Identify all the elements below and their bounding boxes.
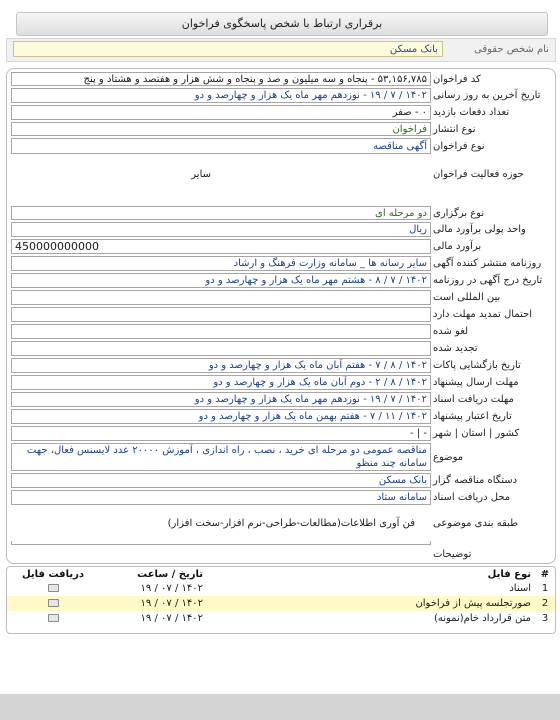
field-row-publish-type bbox=[7, 121, 555, 137]
file-download-cell bbox=[7, 581, 99, 596]
file-type: صورتجلسه پیش از فراخوان bbox=[207, 596, 535, 611]
field-label: بین المللی است bbox=[433, 292, 501, 303]
field-value: - | - bbox=[11, 426, 431, 441]
field-label: کشور | استان | شهر bbox=[433, 428, 520, 439]
field-value: فن آوری اطلاعات(مطالعات-طراحی-نرم افزار-سخت افزار) bbox=[167, 517, 415, 529]
field-label: موضوع bbox=[433, 451, 464, 463]
field-value: ۱۴۰۲ / ۷ / ۸ - هشتم مهر ماه یک هزار و چهارصد و دو bbox=[11, 273, 431, 288]
file-num: 2 bbox=[535, 596, 555, 611]
files-table-header bbox=[7, 567, 555, 581]
field-value: ۱۴۰۲ / ۸ / ۲ - دوم آبان ماه یک هزار و چهارصد و دو bbox=[11, 375, 431, 390]
tender-details-panel bbox=[6, 68, 556, 564]
field-value: بانک مسکن bbox=[11, 473, 431, 488]
field-value: سامانه ستاد bbox=[11, 490, 431, 505]
col-header-download: دریافت فایل bbox=[22, 568, 84, 580]
field-row-newspaper bbox=[7, 255, 555, 272]
field-value: آگهی مناقصه bbox=[11, 138, 431, 154]
field-label: روزنامه منتشر کننده آگهی bbox=[433, 258, 542, 269]
field-row-last-update bbox=[7, 87, 555, 104]
field-label: تاریخ بازگشایی پاکات bbox=[433, 360, 521, 371]
field-value: مناقصه عمومی دو مرحله ای خرید ، نصب ، راه اندازی ، آموزش ۲۰۰۰۰ عدد لایسنس فعال، جهت سامانه چند منظو bbox=[11, 443, 431, 471]
table-row bbox=[7, 596, 555, 611]
file-type: اسناد bbox=[509, 583, 531, 594]
field-value: ۵۳,۱۵۶,۷۸۵ - پنجاه و سه میلیون و صد و پنجاه و شش هزار و هفتصد و هشتاد و پنج bbox=[11, 72, 431, 86]
contact-row bbox=[6, 38, 556, 62]
field-value: ۱۴۰۲ / ۷ / ۱۹ - نوزدهم مهر ماه یک هزار و چهارصد و دو bbox=[11, 392, 431, 407]
file-download-cell bbox=[7, 596, 99, 611]
field-row-tender-code bbox=[7, 71, 555, 87]
field-value: سایر bbox=[191, 168, 211, 180]
field-value bbox=[11, 307, 431, 322]
files-table bbox=[7, 567, 555, 626]
field-row-newspaper-date bbox=[7, 272, 555, 289]
contact-section-header[interactable] bbox=[16, 12, 548, 36]
field-label: احتمال تمدید مهلت دارد bbox=[433, 309, 533, 320]
contact-section-title: برقراری ارتباط با شخص پاسخگوی فراخوان bbox=[181, 17, 383, 30]
field-label: واحد پولی برآورد مالی bbox=[433, 224, 526, 235]
download-icon[interactable] bbox=[48, 584, 59, 592]
field-row-proposal-validity bbox=[7, 408, 555, 425]
field-row-documents-location bbox=[7, 489, 555, 506]
table-row bbox=[7, 611, 555, 626]
field-label: نوع برگزاری bbox=[433, 207, 485, 219]
field-value bbox=[11, 341, 431, 356]
col-header-type: نوع فایل bbox=[487, 568, 531, 580]
field-value bbox=[11, 290, 431, 305]
download-icon[interactable] bbox=[48, 599, 59, 607]
download-icon[interactable] bbox=[48, 614, 59, 622]
field-row-submission-deadline bbox=[7, 374, 555, 391]
col-header-date: تاریخ / ساعت bbox=[137, 568, 203, 580]
field-value: 450000000000 bbox=[11, 239, 431, 254]
field-value: ۱۴۰۲ / ۷ / ۱۹ - نوزدهم مهر ماه یک هزار و چهارصد و دو bbox=[11, 88, 431, 103]
field-row-documents-deadline bbox=[7, 391, 555, 408]
field-value: ۰ - صفر bbox=[11, 105, 431, 120]
field-row-international bbox=[7, 289, 555, 306]
field-label: تعداد دفعات بازدید bbox=[433, 107, 510, 118]
files-table-container bbox=[6, 566, 556, 634]
field-label: حوزه فعالیت فراخوان bbox=[433, 168, 524, 180]
field-row-location bbox=[7, 425, 555, 442]
field-row-opening-date bbox=[7, 357, 555, 374]
col-header-num: # bbox=[540, 568, 550, 580]
field-value: سایر رسانه ها _ سامانه وزارت فرهنگ و ارشاد bbox=[11, 256, 431, 271]
field-value bbox=[11, 541, 431, 545]
contact-label: نام شخص حقوقی bbox=[474, 44, 549, 55]
field-value: دو مرحله ای bbox=[11, 206, 431, 220]
field-value: فراخوان bbox=[11, 122, 431, 136]
contact-value: بانک مسکن bbox=[13, 41, 443, 57]
file-num: 1 bbox=[541, 583, 549, 594]
field-row-subject bbox=[7, 442, 555, 472]
field-row-call-type bbox=[7, 137, 555, 155]
field-row-description bbox=[7, 546, 555, 562]
field-label: برآورد مالی bbox=[433, 241, 482, 252]
table-row bbox=[7, 581, 555, 596]
bottom-background bbox=[0, 694, 560, 720]
field-label: تجدید شده bbox=[433, 343, 478, 354]
field-value bbox=[11, 547, 431, 561]
field-row-activity-area bbox=[7, 156, 555, 192]
field-label: کد فراخوان bbox=[433, 73, 481, 85]
field-row-visit-count bbox=[7, 104, 555, 121]
field-label: توضیحات bbox=[433, 548, 472, 560]
field-label: تاریخ آخرین به روز رسانی bbox=[433, 90, 541, 101]
file-date: ۱۴۰۲ / ۰۷ / ۱۹ bbox=[140, 613, 203, 624]
field-label: مهلت دریافت اسناد bbox=[433, 394, 514, 405]
file-date: ۱۴۰۲ / ۰۷ / ۱۹ bbox=[140, 583, 203, 594]
file-type: متن قرارداد خام(نمونه) bbox=[433, 613, 531, 624]
field-label: دستگاه مناقصه گزار bbox=[433, 475, 518, 486]
field-label: تاریخ درج آگهی در روزنامه bbox=[433, 275, 543, 286]
field-row-extension bbox=[7, 306, 555, 323]
field-label: تاریخ اعتبار پیشنهاد bbox=[433, 411, 512, 422]
field-label: محل دریافت اسناد bbox=[433, 492, 511, 503]
field-label: طبقه بندی موضوعی bbox=[433, 517, 519, 529]
file-download-cell bbox=[7, 611, 99, 626]
file-date: ۱۴۰۲ / ۰۷ / ۱۹ bbox=[99, 596, 207, 611]
field-value: ۱۴۰۲ / ۱۱ / ۷ - هفتم بهمن ماه یک هزار و چهارصد و دو bbox=[11, 409, 431, 424]
field-label: نوع فراخوان bbox=[433, 140, 485, 152]
field-row-organization bbox=[7, 472, 555, 489]
field-label: مهلت ارسال پیشنهاد bbox=[433, 377, 519, 388]
field-row-currency bbox=[7, 221, 555, 238]
field-value bbox=[11, 324, 431, 339]
field-label: لغو شده bbox=[433, 326, 469, 337]
field-value: ریال bbox=[11, 222, 431, 237]
field-row-category bbox=[7, 506, 555, 540]
field-row-estimate bbox=[7, 238, 555, 255]
field-row-cancelled bbox=[7, 323, 555, 340]
field-value: ۱۴۰۲ / ۸ / ۷ - هفتم آبان ماه یک هزار و چهارصد و دو bbox=[11, 358, 431, 373]
field-row-renewed bbox=[7, 340, 555, 357]
field-label: نوع انتشار bbox=[433, 123, 476, 135]
field-row-holding-type bbox=[7, 205, 555, 221]
file-num: 3 bbox=[541, 613, 549, 624]
